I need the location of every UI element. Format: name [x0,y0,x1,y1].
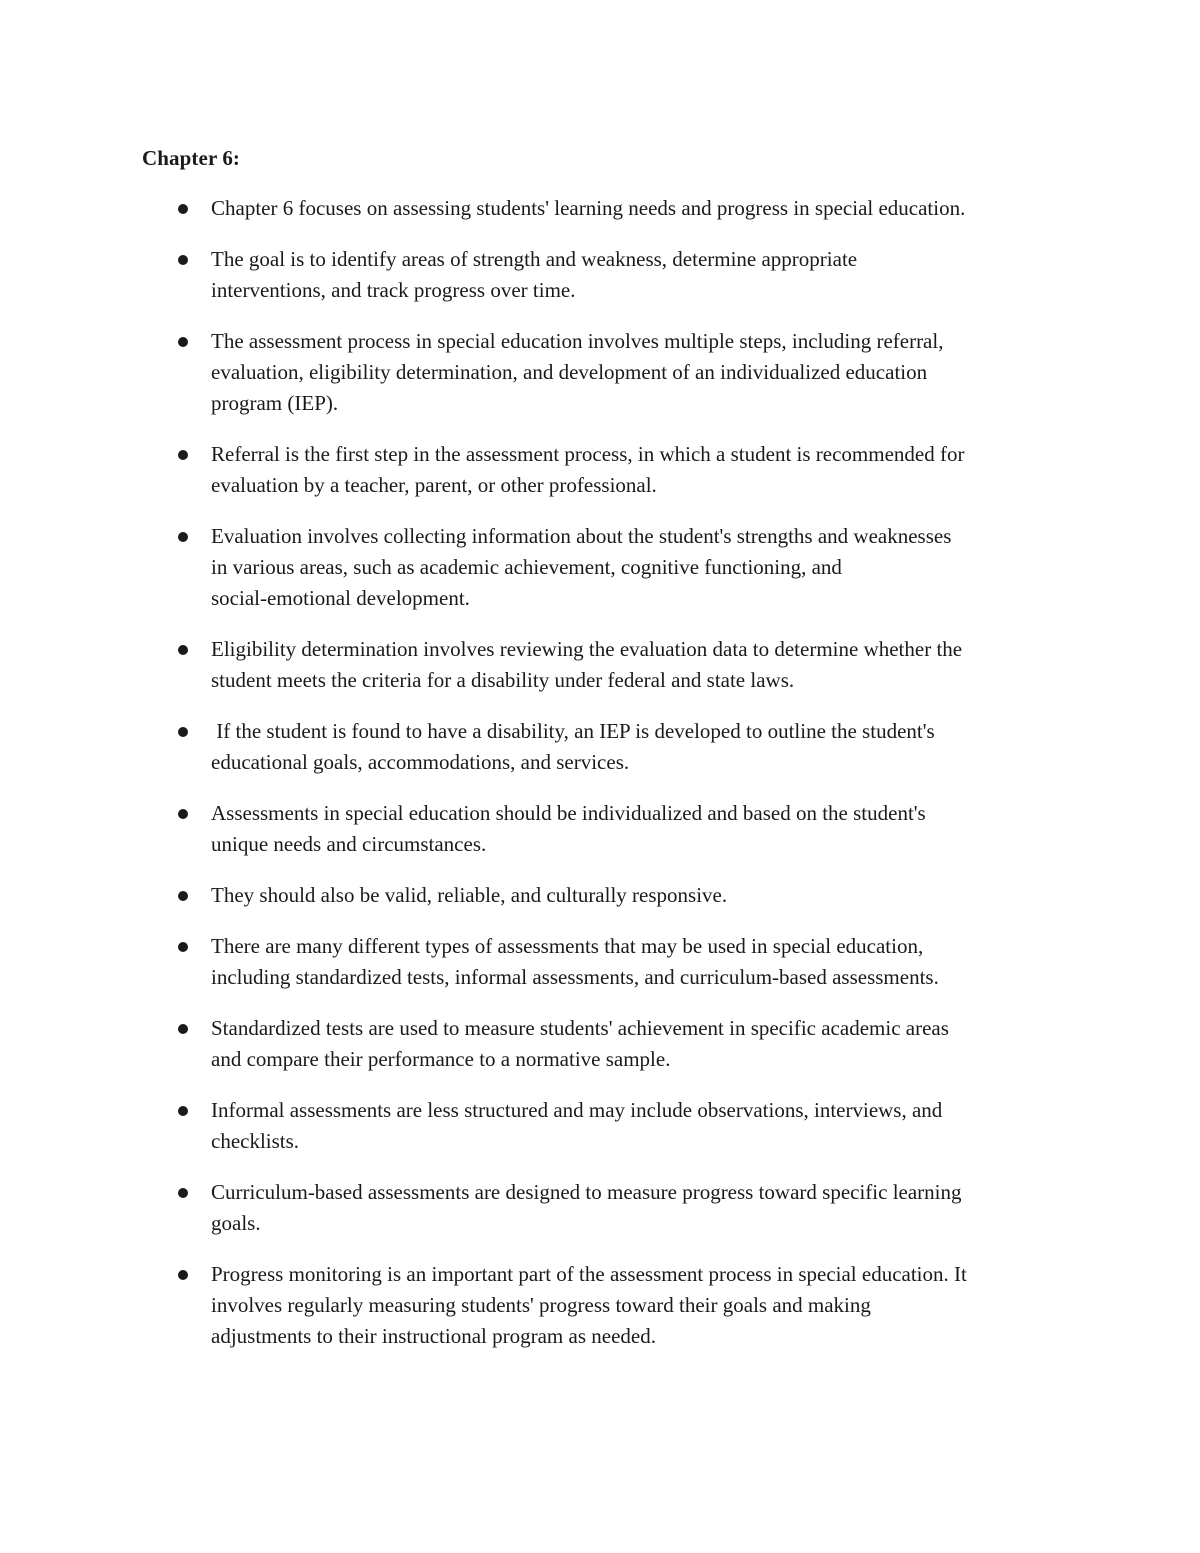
list-item [0,439,1200,501]
list-item-text: Chapter 6 focuses on assessing students' learning needs and progress in special education. [211,196,966,220]
bullet-icon [178,1106,188,1116]
list-item-text: Referral is the first step in the assessment process, in which a student is recommended for evaluation by a teacher, parent, or other professional. [211,442,965,497]
list-item-text: The assessment process in special education involves multiple steps, including referral, evaluation, eligibility determination, and development of an individualized education program (IEP). [211,329,944,415]
bullet-icon [178,942,188,952]
list-item-text: Evaluation involves collecting information about the student's strengths and weaknesses in various areas, such as academic achievement, cognitive functioning, and social-emotional development. [211,524,952,610]
list-item [0,931,1200,993]
bullet-icon [178,450,188,460]
list-item-text: Eligibility determination involves reviewing the evaluation data to determine whether the student meets the criteria for a disability under federal and state laws. [211,637,963,692]
list-item [0,244,1200,306]
list-item [0,521,1200,614]
bullet-list [0,193,1200,1372]
list-item [0,716,1200,778]
bullet-icon [178,204,188,214]
bullet-icon [178,809,188,819]
list-item [0,880,1200,911]
bullet-icon [178,727,188,737]
list-item-text: They should also be valid, reliable, and culturally responsive. [211,883,728,907]
bullet-icon [178,891,188,901]
list-item-text: If the student is found to have a disability, an IEP is developed to outline the student's educational goals, accommodations, and services. [211,719,935,774]
list-item-text: The goal is to identify areas of strength and weakness, determine appropriate interventions, and track progress over time. [211,247,858,302]
list-item [0,1095,1200,1157]
bullet-icon [178,645,188,655]
bullet-icon [178,1188,188,1198]
list-item [0,1013,1200,1075]
bullet-icon [178,337,188,347]
list-item [0,193,1200,224]
list-item-text: Curriculum-based assessments are designed to measure progress toward specific learning goals. [211,1180,962,1235]
list-item-text: Assessments in special education should be individualized and based on the student's unique needs and circumstances. [211,801,926,856]
list-item [0,798,1200,860]
bullet-icon [178,255,188,265]
list-item-text: There are many different types of assessments that may be used in special education, including standardized tests, informal assessments, and curriculum-based assessments. [211,934,939,989]
list-item [0,1259,1200,1352]
list-item-text: Informal assessments are less structured and may include observations, interviews, and checklists. [211,1098,943,1153]
list-item-text: Standardized tests are used to measure students' achievement in specific academic areas and compare their performance to a normative sample. [211,1016,949,1071]
bullet-icon [178,1024,188,1034]
bullet-icon [178,1270,188,1280]
list-item [0,634,1200,696]
list-item [0,326,1200,419]
list-item [0,1177,1200,1239]
chapter-heading: Chapter 6: [142,146,241,170]
list-item-text: Progress monitoring is an important part of the assessment process in special education. It involves regularly measuring students' progress toward their goals and making adjustments to their instructional program as needed. [211,1262,967,1348]
bullet-icon [178,532,188,542]
